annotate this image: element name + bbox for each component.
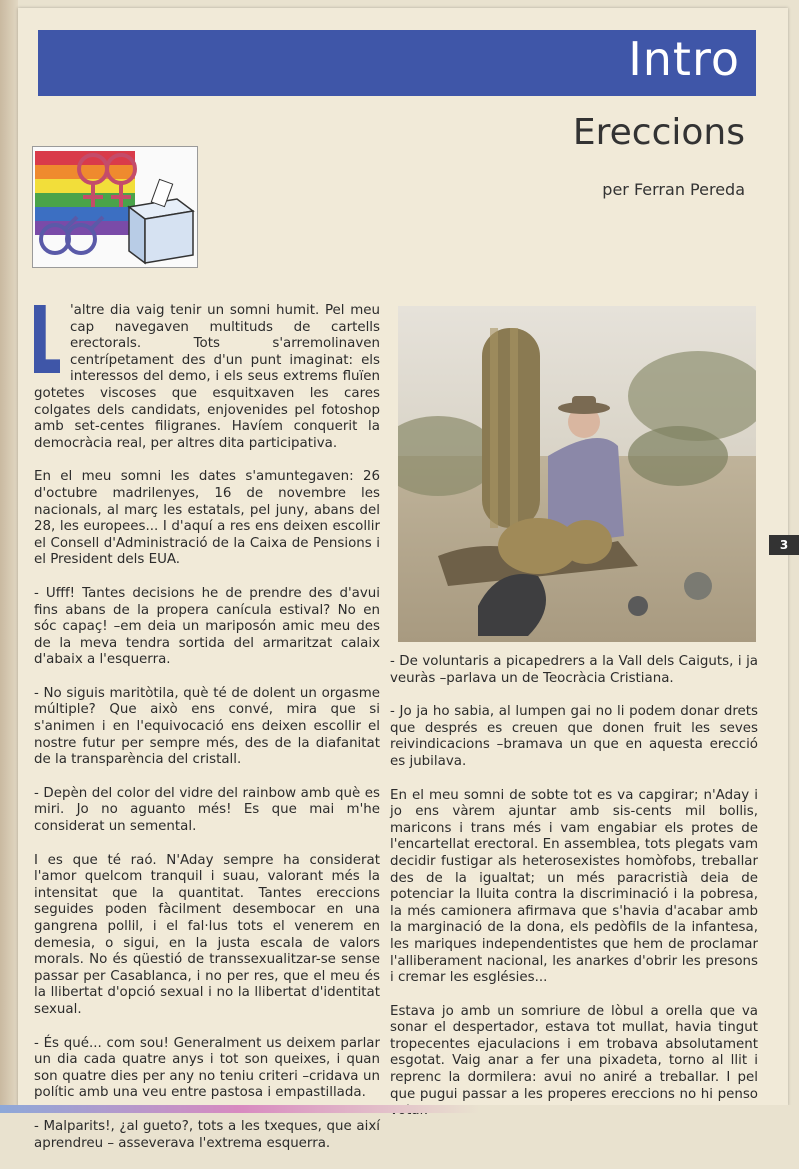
- cactus-photo: [398, 306, 756, 642]
- gay-pride-logo: [32, 146, 198, 268]
- article-paragraph: En el meu somni de sobte tot es va capgirar; n'Aday i jo ens vàrem ajuntar amb sis-cents mil bollis, maricons i trans més i vam engabiar els protes de l'encartellat erectoral. En assemblea, tots plegats vam decidir fustigar als heterosexistes homòfobs, treballar des de la igualtat; un més paracristià deia de potenciar la lluita contra la discriminació i la pobresa, la més camionera afirmava que s'havia d'acabar amb la marginació de la dona, els pedòfils de la infantesa, les mariques independentistes que hem de proclamar l'alliberament nacional, les anarkes d'obrir les presons i cremar les esglésies...: [390, 787, 758, 986]
- article-paragraph: - Depèn del color del vidre del rainbow amb què es miri. Jo no aguanto més! Es que mai m'he considerat un semental.: [34, 785, 380, 835]
- section-title: Intro: [628, 32, 740, 86]
- article-paragraph: Estava jo amb un somriure de lòbul a orella que va sonar el despertador, estava tot mullat, havia tingut tropecentes ejaculacions i em trobava absolutament esgotat. Vaig anar a fer una pixadeta, torno al llit i reprenc la dormilera: avui no aniré a treballar. I pel que pugui passar a les properes ereccions no hi penso: [390, 1003, 758, 1102]
- section-banner: [38, 30, 756, 96]
- article-paragraph: - Malparits!, ¿al gueto?, tots a les txeques, que així aprendreu – asseverava l'extrema esquerra.: [34, 1118, 380, 1151]
- article-paragraph: - No siguis maritòtila, què té de dolent un orgasme múltiple? Que això ens convé, mira que si s'animen i en l'equivocació ens deixen escollir el nostre futur per sempre més, des de la diafanitat de la transparència del cristall.: [34, 685, 380, 768]
- article-paragraph: - Jo ja ho sabia, al lumpen gai no li podem donar drets que després es creuen que donen fruit les seves reivindicacions –bramava un que en aquesta erecció es jubilava.: [390, 704, 758, 769]
- article-paragraph: En el meu somni les dates s'amuntegaven: 26 d'octubre madrilenyes, 16 de novembre les nacionals, al març les estatals, pel juny, abans del 28, les europees... I d'aquí a res ens deixen escollir el Consell d'Administració de la Caixa de Pensions i el President dels EUA.: [34, 469, 380, 568]
- rainbow-symbols-icon: [33, 147, 197, 267]
- page-number-tab: 3: [769, 535, 799, 555]
- article-paragraph: - Ufff! Tantes decisions he de prendre des d'avui fins abans de la propera canícula estival? No en sóc capaç! –em deia un mariposón amic meu des de la meva tendra sortida del armaritzat calaix d'abaix a l'esquerra.: [34, 585, 380, 668]
- article-right-column: [390, 654, 758, 1137]
- article-left-column: [34, 303, 380, 1169]
- article-paragraph: 'altre dia vaig tenir un somni humit. Pel meu cap navegaven multituds de cartells erectorals. Tots s'arremolinaven centrípetament des d'un punt imaginat: els interessos del demo, i els seus extrems fluïen gotetes viscoses que esquitxaven les cares colgates dels candidats, enjovenides pel fotoshop amb set-centes filigranes. Havíem conquerit la democràcia real, per altres dita participativa.: [34, 303, 380, 451]
- bottom-color-strip: [0, 1105, 799, 1113]
- article-byline: per Ferran Pereda: [602, 180, 745, 199]
- article-paragraph: I es que té raó. N'Aday sempre ha considerat l'amor quelcom tranquil i suau, valorant més la intensitat que la quantitat. Tantes ereccions seguides poden fàcilment desembocar en una gangrena pollil, i el fal·lus tots el venerem en demesia, o sigui, en la justa escala de valors morals. No és qüestió de transsexualitzar-se sense passar per Casablanca, i no per res, que el meu és la llibertat d'opció sexual i no la llibertat d'identitat sexual.: [34, 852, 380, 1017]
- article-title: Ereccions: [572, 112, 745, 153]
- ballot-box-icon: [129, 179, 193, 263]
- drop-cap-l: [34, 305, 60, 373]
- page-binding-edge: [0, 0, 18, 1113]
- article-paragraph: - És qué... com sou! Generalment us deixem parlar un dia cada quatre anys i tot son queixes, i quan son quatre dies per any no teniu criteri –cridava un polític amb una veu entre pastosa i empastillada.: [34, 1035, 380, 1101]
- article-paragraph: - De voluntaris a picapedrers a la Vall dels Caiguts, i ja veuràs –parlava un de Teocràcia Cristiana.: [390, 654, 758, 686]
